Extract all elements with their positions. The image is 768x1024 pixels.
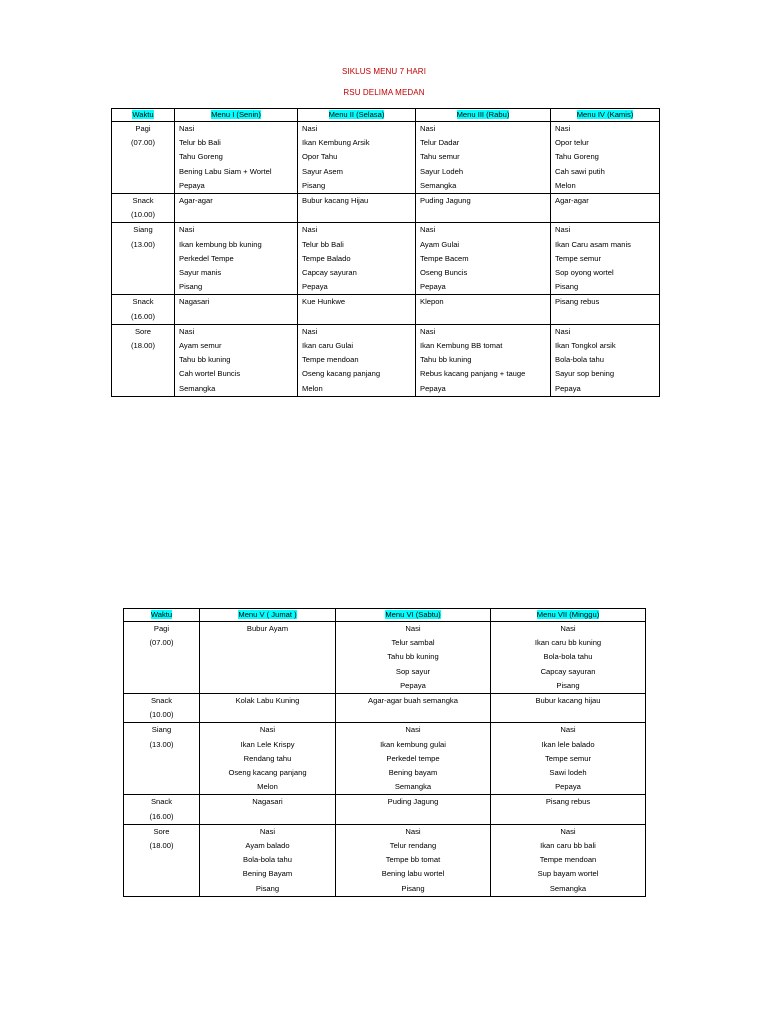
menu-item: Sayur Asem: [302, 166, 343, 176]
time-cell: [112, 122, 175, 194]
menu-item: Cah sawi putih: [555, 166, 605, 176]
header-menu: [175, 109, 298, 122]
table-body: [124, 622, 646, 897]
menu-item: Pisang rebus: [545, 797, 591, 807]
menu-item: Tempe mendoan: [539, 855, 597, 865]
menu-cell: [551, 295, 660, 324]
menu-item: Opor Tahu: [302, 152, 338, 162]
menu-item: Pisang: [401, 883, 425, 893]
meal-time-label: Sore: [134, 326, 152, 336]
header-label: Waktu: [150, 610, 173, 619]
menu-item: Sop oyong wortel: [555, 268, 614, 278]
meal-time-label: Snack: [132, 196, 154, 206]
menu-cell: [200, 694, 336, 723]
menu-item: Sayur sop bening: [555, 369, 615, 379]
menu-item: Perkedel Tempe: [179, 253, 234, 263]
meal-time-hour: (07.00): [130, 138, 156, 148]
menu-cell: [416, 194, 551, 223]
menu-cell: [491, 795, 646, 824]
menu-item: Nasi: [179, 225, 195, 235]
menu-item: Ikan Kembung BB tomat: [420, 341, 503, 351]
menu-item: Nasi: [405, 624, 421, 633]
menu-item: Nasi: [259, 725, 276, 735]
meal-time-label: Siang: [133, 225, 153, 235]
time-cell: [124, 795, 200, 824]
menu-item: Bola-bola tahu: [543, 652, 593, 662]
menu-item: Nasi: [179, 326, 195, 336]
menu-item: Rebus kacang panjang + tauge: [420, 369, 526, 379]
menu-item: Semangka: [549, 883, 587, 893]
header-menu: [336, 609, 491, 622]
header-label: Menu II (Selasa): [328, 110, 385, 119]
menu-cell: [200, 723, 336, 795]
menu-item: Nagasari: [179, 297, 210, 307]
menu-item: Tempe semur: [545, 753, 591, 763]
menu-item: Ikan lele balado: [541, 739, 595, 749]
menu-item: Tahu semur: [420, 152, 460, 162]
menu-item: Ayam Gulai: [420, 239, 460, 249]
menu-cell: [416, 223, 551, 295]
menu-item: Nagasari: [252, 797, 283, 807]
menu-item: Opor telur: [555, 138, 589, 148]
menu-cell: [416, 295, 551, 324]
menu-item: Puding Jagung: [420, 196, 471, 206]
table-header: [112, 109, 660, 122]
meal-time-label: Snack: [132, 297, 154, 307]
menu-cell: [336, 723, 491, 795]
meal-time-hour: (13.00): [130, 239, 156, 249]
meal-time-label: Snack: [150, 797, 173, 807]
menu-item: Oseng kacang panjang: [228, 768, 307, 778]
header-menu: [298, 109, 416, 122]
menu-item: Tahu bb kuning: [420, 355, 472, 365]
menu-item: Semangka: [394, 782, 432, 792]
menu-item: Melon: [257, 782, 278, 792]
meal-time-hour: (10.00): [130, 210, 156, 220]
menu-item: Bubur kacang hijau: [535, 696, 601, 706]
menu-item: Telur sambal: [391, 638, 435, 648]
menu-item: Nasi: [259, 826, 276, 836]
menu-item: Nasi: [555, 225, 571, 235]
menu-item: Oseng Buncis: [420, 268, 468, 278]
time-cell: [112, 194, 175, 223]
meal-time-hour: (16.00): [130, 311, 156, 321]
menu-cell: [416, 122, 551, 194]
menu-item: Bola-bola tahu: [555, 355, 604, 365]
menu-cell: [298, 324, 416, 396]
menu-item: Nasi: [560, 624, 576, 633]
menu-item: Telur bb Bali: [179, 138, 221, 148]
menu-cell: [298, 122, 416, 194]
menu-item: Rendang tahu: [243, 753, 292, 763]
menu-cell: [551, 324, 660, 396]
menu-cell: [175, 122, 298, 194]
header-row: [112, 109, 660, 122]
menu-item: Nasi: [560, 725, 576, 735]
menu-item: Pepaya: [400, 680, 426, 690]
table-row: [112, 122, 660, 194]
header-label: Waktu: [132, 110, 154, 119]
menu-item: Tempe Balado: [302, 253, 351, 263]
table-row: [124, 694, 646, 723]
menu-table-week-2: [123, 608, 646, 897]
menu-cell: [336, 824, 491, 896]
menu-item: Ikan caru Gulai: [302, 341, 354, 351]
menu-item: Ikan caru bb kuning: [534, 638, 602, 648]
menu-cell: [551, 223, 660, 295]
menu-item: Pisang: [302, 180, 326, 190]
meal-time-hour: (13.00): [149, 739, 174, 749]
menu-item: Oseng kacang panjang: [302, 369, 381, 379]
menu-item: Nasi: [179, 124, 195, 133]
header-menu: [491, 609, 646, 622]
menu-cell: [551, 194, 660, 223]
menu-item: Pisang: [255, 883, 280, 893]
menu-item: Pepaya: [555, 782, 581, 792]
menu-item: Tahu Goreng: [555, 152, 599, 162]
menu-item: Pepaya: [420, 282, 446, 292]
table-body: [112, 122, 660, 397]
menu-cell: [491, 723, 646, 795]
table-row: [124, 795, 646, 824]
menu-cell: [298, 223, 416, 295]
menu-item: Ikan Caru asam manis: [555, 239, 631, 249]
menu-item: Pisang rebus: [555, 297, 600, 307]
header-waktu: [124, 609, 200, 622]
document-subtitle: RSU DELIMA MEDAN: [343, 88, 425, 97]
menu-item: Nasi: [560, 826, 576, 836]
menu-item: Ikan caru bb bali: [540, 841, 596, 851]
meal-time-label: Pagi: [135, 124, 151, 133]
table-header: [124, 609, 646, 622]
header-menu: [200, 609, 336, 622]
menu-item: Bening bayam: [388, 768, 438, 778]
table-row: [124, 622, 646, 694]
menu-item: Ikan Tongkol arsik: [555, 341, 616, 351]
menu-cell: [175, 324, 298, 396]
menu-item: Bening Labu Siam + Wortel: [179, 166, 272, 176]
menu-item: Agar-agar buah semangka: [368, 696, 458, 706]
table-row: [124, 824, 646, 896]
time-cell: [112, 324, 175, 396]
menu-item: Tempe bb tomat: [385, 855, 441, 865]
menu-item: Tempe semur: [555, 253, 601, 263]
menu-item: Puding Jagung: [387, 797, 439, 807]
table-row: [112, 324, 660, 396]
menu-item: Perkedel tempe: [386, 753, 440, 763]
menu-item: Telur rendang: [389, 841, 437, 851]
meal-time-hour: (18.00): [149, 841, 174, 851]
meal-time-hour: (07.00): [149, 638, 174, 648]
menu-cell: [175, 295, 298, 324]
menu-table-week-1: [111, 108, 660, 397]
meal-time-hour: (10.00): [149, 710, 174, 720]
header-menu: [551, 109, 660, 122]
menu-cell: [200, 824, 336, 896]
menu-item: Tahu bb kuning: [387, 652, 439, 662]
menu-item: Tempe mendoan: [302, 355, 359, 365]
header-label: Menu I (Senin): [211, 110, 261, 119]
menu-item: Sup bayam wortel: [537, 869, 599, 879]
time-cell: [112, 223, 175, 295]
menu-item: Tahu Goreng: [179, 152, 223, 162]
menu-cell: [336, 622, 491, 694]
time-cell: [124, 723, 200, 795]
meal-time-hour: (18.00): [130, 341, 156, 351]
header-label: Menu V ( Jumat ): [238, 610, 297, 619]
menu-item: Bening Bayam: [242, 869, 293, 879]
menu-item: Ikan Lele Krispy: [240, 739, 295, 749]
menu-cell: [491, 824, 646, 896]
menu-item: Bening labu wortel: [381, 869, 445, 879]
meal-time-hour: (16.00): [149, 811, 174, 821]
time-cell: [112, 295, 175, 324]
menu-item: Sawi lodeh: [549, 768, 587, 778]
menu-item: Nasi: [302, 225, 318, 235]
menu-item: Nasi: [555, 124, 571, 133]
meal-time-label: Sore: [153, 826, 170, 836]
menu-item: Ayam balado: [245, 841, 290, 851]
menu-item: Pepaya: [420, 383, 446, 393]
menu-item: Agar-agar: [555, 196, 589, 206]
header-row: [124, 609, 646, 622]
header-label: Menu VII (Minggu): [536, 610, 600, 619]
menu-cell: [175, 223, 298, 295]
menu-cell: [336, 795, 491, 824]
time-cell: [124, 694, 200, 723]
menu-item: Sayur manis: [179, 268, 222, 278]
menu-item: Nasi: [420, 225, 436, 235]
document-title: SIKLUS MENU 7 HARI: [341, 67, 427, 76]
menu-cell: [200, 795, 336, 824]
menu-cell: [551, 122, 660, 194]
menu-item: Pepaya: [179, 180, 205, 190]
header-label: Menu VI (Sabtu): [385, 610, 441, 619]
menu-item: Sop sayur: [395, 666, 431, 676]
menu-item: Bubur kacang Hijau: [302, 196, 369, 206]
menu-item: Capcay sayuran: [302, 268, 357, 278]
menu-cell: [298, 194, 416, 223]
menu-item: Nasi: [420, 124, 436, 133]
time-cell: [124, 622, 200, 694]
header-waktu: [112, 109, 175, 122]
header-label: Menu IV (Kamis): [576, 110, 634, 119]
menu-item: Ayam semur: [179, 341, 222, 351]
header-label: Menu III (Rabu): [456, 110, 510, 119]
meal-time-label: Pagi: [153, 624, 170, 633]
menu-item: Nasi: [302, 124, 318, 133]
menu-item: Agar-agar: [179, 196, 213, 206]
menu-item: Nasi: [405, 826, 421, 836]
table-row: [112, 223, 660, 295]
menu-cell: [491, 694, 646, 723]
menu-item: Semangka: [420, 180, 457, 190]
menu-item: Bola-bola tahu: [243, 855, 292, 865]
menu-item: Nasi: [302, 326, 318, 336]
menu-item: Pepaya: [555, 383, 581, 393]
menu-cell: [491, 622, 646, 694]
menu-item: Nasi: [420, 326, 436, 336]
menu-item: Sayur Lodeh: [420, 166, 464, 176]
time-cell: [124, 824, 200, 896]
meal-time-label: Snack: [150, 696, 173, 706]
menu-item: Nasi: [405, 725, 421, 735]
menu-cell: [416, 324, 551, 396]
menu-item: Klepon: [420, 297, 444, 307]
menu-item: Semangka: [179, 383, 216, 393]
menu-item: Pisang: [179, 282, 203, 292]
menu-item: Ikan Kembung Arsik: [302, 138, 370, 148]
menu-cell: [200, 622, 336, 694]
menu-cell: [336, 694, 491, 723]
menu-item: Cah wortel Buncis: [179, 369, 241, 379]
menu-item: Nasi: [555, 326, 571, 336]
menu-item: Pepaya: [302, 282, 328, 292]
menu-item: Ikan kembung gulai: [380, 739, 446, 749]
menu-cell: [298, 295, 416, 324]
menu-item: Telur bb Bali: [302, 239, 344, 249]
table-row: [124, 723, 646, 795]
menu-item: Melon: [302, 383, 323, 393]
table-row: [112, 295, 660, 324]
menu-item: Telur Dadar: [420, 138, 460, 148]
menu-item: Pisang: [555, 282, 579, 292]
menu-item: Capcay sayuran: [540, 666, 596, 676]
menu-item: Bubur Ayam: [246, 624, 289, 633]
header-menu: [416, 109, 551, 122]
menu-item: Pisang: [556, 680, 580, 690]
menu-item: Ikan kembung bb kuning: [179, 239, 262, 249]
menu-item: Melon: [555, 180, 576, 190]
menu-cell: [175, 194, 298, 223]
table-row: [112, 194, 660, 223]
menu-item: Tempe Bacem: [420, 253, 469, 263]
menu-item: Kolak Labu Kuning: [235, 696, 300, 706]
menu-item: Tahu bb kuning: [179, 355, 231, 365]
menu-item: Kue Hunkwe: [302, 297, 346, 307]
meal-time-label: Siang: [151, 725, 172, 735]
